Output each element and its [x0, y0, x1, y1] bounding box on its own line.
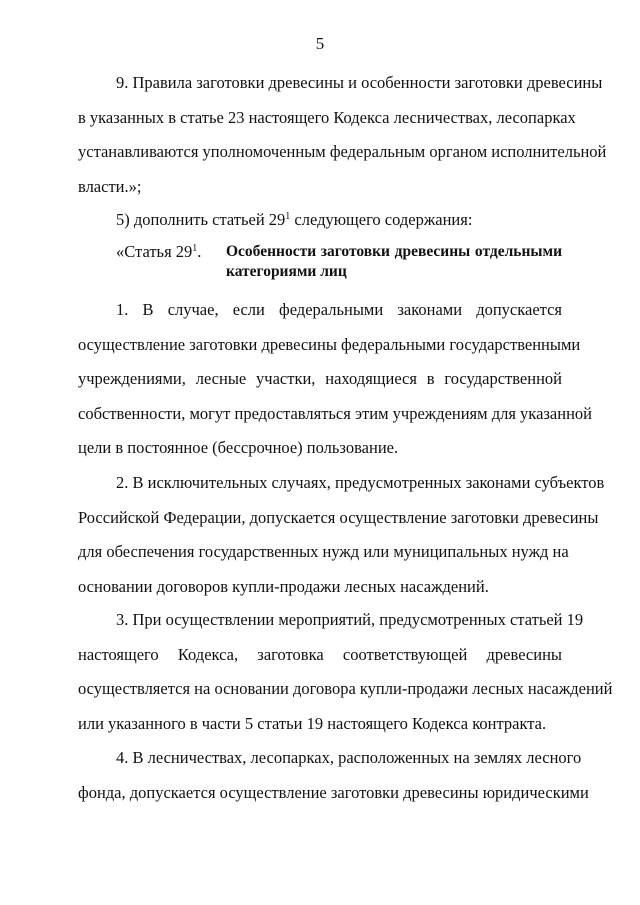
- paragraph-line: власти.»;: [78, 176, 142, 196]
- paragraph-line: 9. Правила заготовки древесины и особенности заготовки древесины: [116, 73, 603, 92]
- amendment-item-5: [78, 203, 562, 238]
- article-heading: [78, 242, 562, 282]
- article-title-line: категориями лиц: [226, 263, 347, 280]
- paragraph-line: или указанного в части 5 статьи 19 настоящего Кодекса контракта.: [78, 713, 547, 733]
- paragraph-line: фонда, допускается осуществление заготовки древесины юридическими: [78, 782, 589, 802]
- paragraph-9: [78, 66, 607, 204]
- paragraph-line: осуществляется на основании договора купли-продажи лесных насаждений: [78, 679, 613, 699]
- paragraph-line: основании договоров купли-продажи лесных насаждений.: [78, 576, 489, 596]
- paragraph-line: учреждениями, лесные участки, находящиеся в государственной: [78, 369, 562, 389]
- paragraph-line: собственности, могут предоставляться этим учреждениям для указанной: [78, 403, 592, 423]
- page-number: 5: [315, 34, 325, 53]
- item-5-superscript: 1: [285, 211, 291, 222]
- paragraph-line: 2. В исключительных случаях, предусмотренных законами субъектов: [116, 473, 605, 492]
- item-5-suffix: следующего содержания:: [290, 210, 473, 229]
- paragraph-2: [78, 466, 605, 604]
- paragraph-line: настоящего Кодекса, заготовка соответствующей древесины: [78, 644, 562, 664]
- paragraph-4: [78, 741, 589, 810]
- item-5-prefix: 5) дополнить статьей 29: [116, 210, 286, 229]
- paragraph-line: [78, 203, 562, 238]
- article-title: [226, 242, 562, 282]
- article-label: [116, 242, 201, 262]
- paragraph-line: в указанных в статье 23 настоящего Кодекса лесничествах, лесопарках: [78, 107, 576, 127]
- paragraph-line: 1. В случае, если федеральными законами допускается: [116, 300, 562, 319]
- article-label-text: «Статья 29: [116, 242, 193, 261]
- paragraph-line: 4. В лесничествах, лесопарках, расположенных на землях лесного: [116, 748, 582, 767]
- paragraph-3: [78, 603, 613, 741]
- paragraph-line: цели в постоянное (бессрочное) пользование.: [78, 438, 399, 458]
- paragraph-line: для обеспечения государственных нужд или муниципальных нужд на: [78, 542, 569, 562]
- paragraph-line: устанавливаются уполномоченным федеральным органом исполнительной: [78, 142, 607, 162]
- article-label-superscript: 1: [192, 243, 198, 254]
- paragraph-line: Российской Федерации, допускается осуществление заготовки древесины: [78, 507, 599, 527]
- paragraph-line: осуществление заготовки древесины федеральными государственными: [78, 334, 581, 354]
- article-label-dot: .: [197, 242, 202, 261]
- paragraph-line: 3. При осуществлении мероприятий, предусмотренных статьей 19: [116, 610, 584, 629]
- article-title-line: Особенности заготовки древесины отдельными: [226, 243, 562, 260]
- paragraph-1: [78, 293, 592, 466]
